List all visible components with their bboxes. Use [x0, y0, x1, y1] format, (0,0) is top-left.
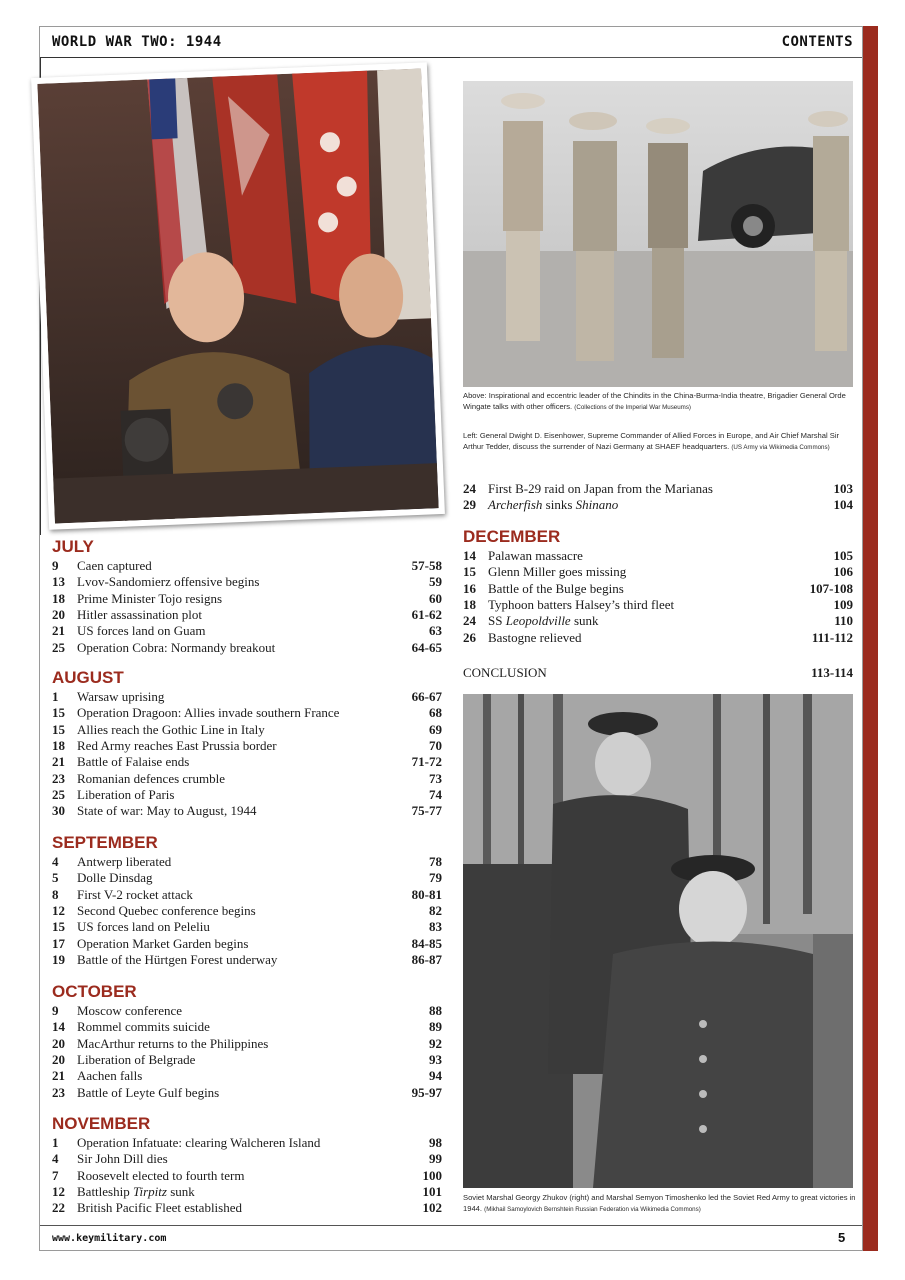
entry-event: Allies reach the Gothic Line in Italy	[77, 721, 265, 737]
wingate-photo	[463, 81, 853, 387]
entry-event: Operation Infatuate: clearing Walcheren Island	[77, 1135, 321, 1150]
main-photo-caption-text: Left: General Dwight D. Eisenhower, Supreme Commander of Allied Forces in Europe, and Air Chief Marshal Sir Arthur Tedder, discuss the surrender of Nazi Germany at SHAEF headquarters.	[463, 431, 840, 451]
entry-event	[488, 613, 599, 629]
toc-entry[interactable]	[52, 1168, 442, 1184]
toc-entry[interactable]	[52, 754, 442, 770]
entry-pages: 82	[429, 903, 442, 919]
entry-event: Battle of the Bulge begins	[488, 580, 624, 596]
entry-event	[77, 1184, 195, 1200]
entry-event: Battle of Leyte Gulf begins	[77, 1084, 220, 1100]
entry-pages: 95-97	[411, 1084, 442, 1100]
entry-pages: 88	[429, 1003, 442, 1018]
entry-pages: 63	[429, 623, 442, 639]
entry-day: 19	[52, 952, 65, 968]
wingate-illustration	[463, 81, 853, 387]
entry-pages: 105	[833, 548, 853, 563]
toc-entry[interactable]	[463, 548, 853, 564]
frame-rule-horizontal	[40, 57, 460, 58]
toc-entry[interactable]	[52, 919, 442, 935]
toc-entry[interactable]	[463, 630, 853, 646]
entry-pages: 71-72	[411, 754, 442, 770]
entry-event: US forces land on Peleliu	[77, 919, 210, 935]
entry-pages: 103	[833, 481, 853, 496]
entry-day: 9	[52, 558, 59, 573]
toc-entry[interactable]	[52, 771, 442, 787]
entry-pages: 107-108	[809, 580, 853, 596]
entry-day: 18	[463, 597, 476, 613]
zhukov-timoshenko-illustration	[463, 694, 853, 1188]
entry-day: 21	[52, 623, 65, 639]
entry-event: Moscow conference	[77, 1003, 183, 1018]
entry-pages: 73	[429, 770, 442, 786]
entry-pages: 84-85	[411, 935, 442, 951]
entry-event: Operation Market Garden begins	[77, 935, 249, 951]
toc-entry[interactable]	[52, 1085, 442, 1101]
entry-day: 5	[52, 870, 59, 886]
toc-entry[interactable]	[52, 689, 442, 705]
entry-event-post: sunk	[570, 613, 599, 629]
entry-event: Dolle Dinsdag	[77, 870, 153, 886]
entry-event: US forces land on Guam	[77, 623, 206, 639]
page-number: 5	[838, 1230, 846, 1245]
entry-pages: 100	[422, 1167, 442, 1183]
entry-pages: 111-112	[811, 629, 853, 645]
page-header	[40, 27, 862, 58]
top-photo-caption	[463, 390, 858, 413]
entry-event: First V-2 rocket attack	[77, 886, 193, 902]
entry-event: Roosevelt elected to fourth term	[77, 1167, 245, 1183]
entry-day: 1	[52, 1135, 59, 1150]
entry-day: 24	[463, 613, 476, 629]
entry-event	[488, 497, 618, 513]
conclusion-label: CONCLUSION	[463, 665, 547, 680]
entry-pages: 64-65	[411, 639, 442, 655]
section-label: CONTENTS	[781, 34, 853, 50]
toc-entry-conclusion[interactable]	[463, 664, 853, 682]
toc-entry[interactable]	[52, 1036, 442, 1052]
ship-name: Shinano	[575, 497, 619, 513]
entry-pages: 79	[429, 870, 442, 886]
toc-entry[interactable]	[52, 574, 442, 590]
main-photo-caption	[463, 430, 858, 453]
toc-entry[interactable]	[52, 640, 442, 656]
entry-event: Battle of Falaise ends	[77, 754, 190, 770]
toc-entry[interactable]	[52, 903, 442, 919]
entry-day: 16	[463, 580, 476, 596]
zhukov-timoshenko-photo	[463, 694, 853, 1188]
month-section-september	[52, 833, 442, 968]
entry-event: Hitler assassination plot	[77, 607, 202, 623]
ship-name: Archerfish	[488, 497, 543, 513]
eisenhower-tedder-illustration	[37, 68, 438, 523]
toc-entry[interactable]	[52, 1200, 442, 1216]
entry-event: Antwerp liberated	[77, 854, 172, 869]
entry-pages: 70	[429, 738, 442, 754]
toc-entry[interactable]	[463, 581, 853, 597]
toc-entry[interactable]	[52, 607, 442, 623]
entry-day: 20	[52, 607, 65, 623]
entry-day: 9	[52, 1003, 59, 1018]
toc-entry[interactable]	[463, 564, 853, 580]
publication-title: WORLD WAR TWO: 1944	[52, 34, 222, 50]
entry-day: 30	[52, 803, 65, 819]
entry-day: 15	[463, 564, 476, 580]
entry-pages: 106	[833, 564, 853, 580]
entry-pages: 66-67	[411, 689, 442, 704]
entry-day: 21	[52, 1068, 65, 1084]
entry-event: First B-29 raid on Japan from the Marianas	[488, 481, 713, 496]
bottom-photo-credit: (Mikhail Samoylovich Bernshtein Russian Federation via Wikimedia Commons)	[484, 1206, 701, 1213]
top-photo-caption-text: Above: Inspirational and eccentric leader of the Chindits in the China-Burma-India theatre, Brigadier General Orde Wingate talks with other officers.	[463, 391, 846, 411]
entry-day: 24	[463, 481, 476, 496]
entry-event: Romanian defences crumble	[77, 770, 225, 786]
entry-pages: 94	[429, 1068, 442, 1084]
ship-name: Leopoldville	[505, 613, 571, 629]
entry-pages: 93	[429, 1052, 442, 1068]
toc-entry[interactable]	[52, 623, 442, 639]
month-title-december: DECEMBER	[463, 527, 561, 546]
entry-event-pre: SS	[488, 613, 506, 629]
toc-entry[interactable]	[52, 1068, 442, 1084]
entry-pages: 86-87	[411, 952, 442, 968]
entry-day: 13	[52, 574, 65, 590]
accent-side-bar	[863, 26, 878, 1251]
entry-pages: 60	[429, 590, 442, 606]
entry-event: Second Quebec conference begins	[77, 903, 256, 919]
toc-entry[interactable]	[52, 738, 442, 754]
entry-pages: 113-114	[811, 665, 853, 680]
month-section-august	[52, 668, 442, 820]
toc-entry[interactable]	[52, 558, 442, 574]
toc-entry[interactable]	[52, 870, 442, 886]
entry-day: 15	[52, 721, 65, 737]
entry-event: Lvov-Sandomierz offensive begins	[77, 574, 260, 590]
entry-pages: 101	[422, 1184, 442, 1200]
entry-event: Palawan massacre	[488, 548, 583, 563]
toc-entry[interactable]	[52, 787, 442, 803]
entry-day: 18	[52, 590, 65, 606]
entry-day: 25	[52, 639, 65, 655]
month-section-october	[52, 982, 442, 1101]
entry-event: MacArthur returns to the Philippines	[77, 1035, 269, 1051]
entry-pages: 110	[834, 613, 853, 629]
month-title-july: JULY	[52, 537, 94, 556]
entry-event: British Pacific Fleet established	[77, 1200, 242, 1216]
entry-day: 21	[52, 754, 65, 770]
month-section-july	[52, 537, 442, 656]
toc-entry[interactable]	[52, 803, 442, 819]
toc-entry[interactable]	[463, 481, 853, 497]
toc-entry[interactable]	[463, 497, 853, 513]
entry-pages: 74	[429, 787, 442, 803]
entry-day: 8	[52, 886, 59, 902]
toc-entry[interactable]	[52, 952, 442, 968]
entry-pages: 109	[833, 597, 853, 613]
top-photo-credit: (Collections of the Imperial War Museums)	[574, 404, 691, 411]
entry-day: 14	[52, 1019, 65, 1035]
entry-pages: 98	[429, 1135, 442, 1150]
entry-pages: 80-81	[411, 886, 442, 902]
entry-day: 26	[463, 629, 476, 645]
entry-day: 14	[463, 548, 476, 563]
ship-name: Tirpitz	[132, 1184, 167, 1200]
month-section-november-continued	[463, 481, 853, 514]
toc-entry[interactable]	[52, 1135, 442, 1151]
footer-rule	[40, 1225, 862, 1226]
toc-entry[interactable]	[463, 613, 853, 629]
entry-day: 29	[463, 497, 476, 513]
entry-event-mid: sinks	[542, 497, 576, 513]
entry-day: 7	[52, 1167, 59, 1183]
entry-event: Warsaw uprising	[77, 689, 165, 704]
entry-event: State of war: May to August, 1944	[77, 803, 257, 819]
entry-event: Caen captured	[77, 558, 152, 573]
entry-pages: 61-62	[411, 607, 442, 623]
entry-event: Rommel commits suicide	[77, 1019, 210, 1035]
bottom-photo-caption	[463, 1192, 858, 1215]
toc-entry[interactable]	[52, 591, 442, 607]
toc-entry[interactable]	[52, 1151, 442, 1167]
entry-event-post: sunk	[166, 1184, 195, 1200]
entry-day: 22	[52, 1200, 65, 1216]
entry-event: Prime Minister Tojo resigns	[77, 590, 223, 606]
entry-pages: 78	[429, 854, 442, 869]
toc-entry[interactable]	[52, 1184, 442, 1200]
toc-entry[interactable]	[52, 1052, 442, 1068]
bottom-photo-caption-text: Soviet Marshal Georgy Zhukov (right) and Marshal Semyon Timoshenko led the Soviet Red Army to great victories in 1944.	[463, 1193, 856, 1213]
entry-day: 20	[52, 1035, 65, 1051]
entry-day: 23	[52, 1084, 65, 1100]
month-section-december	[463, 527, 853, 646]
toc-entry[interactable]	[52, 1019, 442, 1035]
entry-pages: 68	[429, 705, 442, 721]
entry-day: 1	[52, 689, 59, 704]
month-title-november: NOVEMBER	[52, 1114, 151, 1133]
eisenhower-tedder-photo	[31, 62, 445, 530]
entry-pages: 102	[422, 1200, 442, 1216]
entry-event: Red Army reaches East Prussia border	[77, 738, 277, 754]
entry-event: Typhoon batters Halsey’s third fleet	[488, 597, 675, 613]
entry-day: 4	[52, 854, 59, 869]
entry-event: Liberation of Paris	[77, 787, 175, 803]
entry-event: Bastogne relieved	[488, 629, 582, 645]
entry-pages: 89	[429, 1019, 442, 1035]
entry-pages: 69	[429, 721, 442, 737]
month-title-august: AUGUST	[52, 668, 124, 687]
entry-day: 25	[52, 787, 65, 803]
toc-entry[interactable]	[52, 936, 442, 952]
month-title-september: SEPTEMBER	[52, 833, 158, 852]
entry-day: 15	[52, 705, 65, 721]
entry-pages: 57-58	[411, 558, 442, 573]
entry-day: 17	[52, 935, 65, 951]
entry-event: Glenn Miller goes missing	[488, 564, 627, 580]
entry-event-pre: Battleship	[77, 1184, 133, 1200]
entry-day: 12	[52, 903, 65, 919]
toc-entry[interactable]	[463, 597, 853, 613]
entry-event: Operation Dragoon: Allies invade southern France	[77, 705, 340, 721]
toc-entry[interactable]	[52, 854, 442, 870]
toc-entry[interactable]	[52, 722, 442, 738]
conclusion-section	[463, 664, 853, 682]
entry-pages: 75-77	[411, 803, 442, 819]
toc-entry[interactable]	[52, 1003, 442, 1019]
footer-url[interactable]: www.keymilitary.com	[52, 1233, 167, 1244]
month-section-november	[52, 1114, 442, 1217]
toc-entry[interactable]	[52, 887, 442, 903]
entry-pages: 104	[833, 497, 853, 513]
entry-event: Sir John Dill dies	[77, 1151, 168, 1167]
entry-day: 20	[52, 1052, 65, 1068]
entry-pages: 83	[429, 919, 442, 935]
month-title-october: OCTOBER	[52, 982, 137, 1001]
entry-pages: 59	[429, 574, 442, 590]
entry-day: 12	[52, 1184, 65, 1200]
entry-pages: 99	[429, 1151, 442, 1167]
entry-event: Liberation of Belgrade	[77, 1052, 196, 1068]
toc-entry[interactable]	[52, 705, 442, 721]
entry-event: Battle of the Hürtgen Forest underway	[77, 952, 278, 968]
main-photo-credit: (US Army via Wikimedia Commons)	[731, 444, 830, 451]
entry-pages: 92	[429, 1035, 442, 1051]
entry-day: 18	[52, 738, 65, 754]
entry-event: Operation Cobra: Normandy breakout	[77, 639, 276, 655]
entry-day: 4	[52, 1151, 59, 1167]
entry-day: 15	[52, 919, 65, 935]
entry-event: Aachen falls	[77, 1068, 143, 1084]
entry-day: 23	[52, 770, 65, 786]
